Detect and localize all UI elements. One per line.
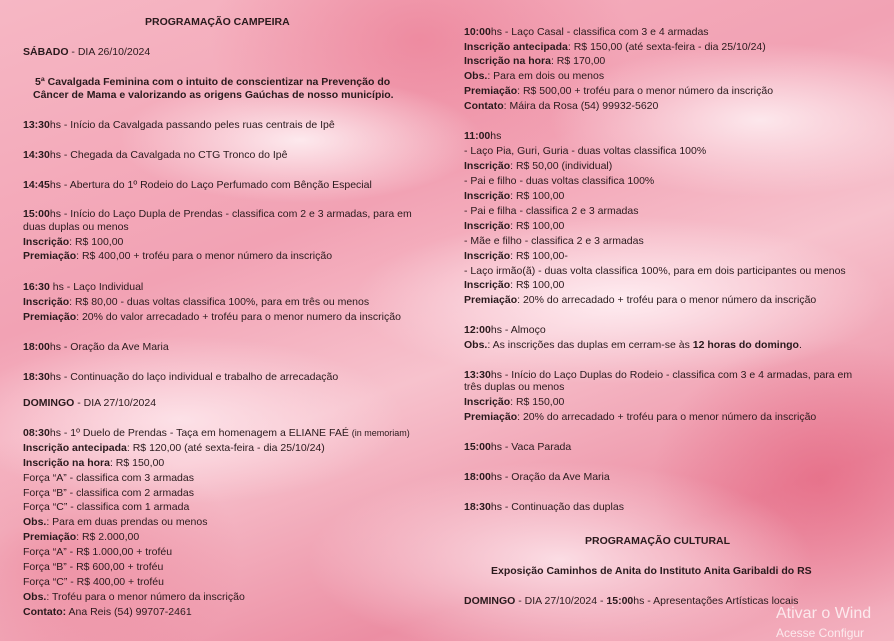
inscricao-antecipada-casal: Inscrição antecipada: R$ 150,00 (até sexta-feira - dia 25/10/24): [464, 41, 766, 53]
event-1800-ave-maria: 18:00hs - Oração da Ave Maria: [464, 471, 610, 483]
mae-filho: - Mãe e filho - classifica 2 e 3 armadas: [464, 235, 644, 247]
forca-a: Força “A” - classifica com 3 armadas: [23, 472, 194, 484]
pai-filho: - Pai e filho - duas voltas classifica 100%: [464, 175, 655, 187]
event-1445: 14:45hs - Abertura do 1º Rodeio do Laço Perfumado com Bênção Especial: [23, 179, 372, 191]
event-1830: 18:30hs - Continuação do laço individual e trabalho de arrecadação: [23, 371, 339, 383]
exposicao-anita: Exposição Caminhos de Anita do Instituto Anita Garibaldi do RS: [491, 565, 812, 577]
cavalgada-line-2: Câncer de Mama e valorizando as origens Gaúchas de nosso município.: [33, 89, 394, 101]
cavalgada-line-1: 5ª Cavalgada Feminina com o intuito de conscientizar na Prevenção do: [35, 76, 391, 88]
event-1000: 10:00hs - Laço Casal - classifica com 3 e 4 armadas: [464, 26, 709, 38]
event-1500-vaca: 15:00hs - Vaca Parada: [464, 441, 572, 453]
inscricao-antecipada-prendas: Inscrição antecipada: R$ 120,00 (até sexta-feira - dia 25/10/24): [23, 442, 325, 454]
event-0830: 08:30hs - 1º Duelo de Prendas - Taça em homenagem a ELIANE FAÉ (in memoriam): [23, 427, 410, 439]
obs-trofeu: Obs.: Troféu para o menor número da inscrição: [23, 591, 245, 603]
laco-pia: - Laço Pia, Guri, Guria - duas voltas classifica 100%: [464, 145, 707, 157]
forca-c: Força “C” - classifica com 1 armada: [23, 501, 190, 513]
forca-b-premio: Força “B” - R$ 600,00 + troféu: [23, 561, 164, 573]
inscricao-duplas-rodeio: Inscrição: R$ 150,00: [464, 396, 565, 408]
premiacao-dupla: Premiação: R$ 400,00 + troféu para o menor número da inscrição: [23, 250, 333, 262]
event-1800: 18:00hs - Oração da Ave Maria: [23, 341, 169, 353]
event-1100: 11:00hs: [464, 130, 502, 142]
pai-filha: - Pai e filha - classifica 2 e 3 armadas: [464, 205, 639, 217]
event-1430: 14:30hs - Chegada da Cavalgada no CTG Tronco do Ipê: [23, 149, 288, 161]
obs-prendas: Obs.: Para em duas prendas ou menos: [23, 516, 208, 528]
event-1630: 16:30 hs - Laço Individual: [23, 281, 144, 293]
forca-b: Força “B” - classifica com 2 armadas: [23, 487, 194, 499]
inscricao-individual: Inscrição: R$ 80,00 - duas voltas classifica 100%, para em três ou menos: [23, 296, 370, 308]
section-title-cultural: PROGRAMAÇÃO CULTURAL: [585, 535, 731, 547]
obs-inscricoes-duplas: Obs.: As inscrições das duplas em cerram-se às 12 horas do domingo.: [464, 339, 802, 351]
inscricao-pai-filha: Inscrição: R$ 100,00: [464, 220, 565, 232]
section-title-campeira: PROGRAMAÇÃO CAMPEIRA: [145, 16, 290, 28]
premiacao-1100: Premiação: 20% do arrecadado + troféu para o menor número da inscrição: [464, 294, 817, 306]
event-1200: 12:00hs - Almoço: [464, 324, 546, 336]
event-1830-duplas: 18:30hs - Continuação das duplas: [464, 501, 624, 513]
laco-irmao: - Laço irmão(ã) - duas volta classifica 100%, para em dois participantes ou menos: [464, 265, 846, 277]
inscricao-pia: Inscrição: R$ 50,00 (individual): [464, 160, 613, 172]
inscricao-hora-prendas: Inscrição na hora: R$ 150,00: [23, 457, 165, 469]
premiacao-duplas-rodeio: Premiação: 20% do arrecadado + troféu para o menor número da inscrição: [464, 411, 817, 423]
activation-watermark-line-1: Ativar o Wind: [776, 605, 872, 622]
inscricao-dupla: Inscrição: R$ 100,00: [23, 236, 124, 248]
premiacao-prendas: Premiação: R$ 2.000,00: [23, 531, 140, 543]
event-1330-duplas: 13:30hs - Início do Laço Duplas do Rodeio - classifica com 3 e 4 armadas, para em: [464, 369, 853, 381]
forca-a-premio: Força “A” - R$ 1.000,00 + troféu: [23, 546, 173, 558]
event-1330: 13:30hs - Início da Cavalgada passando peles ruas centrais de Ipê: [23, 119, 335, 131]
activation-watermark-line-2: Acesse Configur: [776, 626, 865, 640]
premiacao-casal: Premiação: R$ 500,00 + troféu para o menor número da inscrição: [464, 85, 774, 97]
event-1330-cont: três duplas ou menos: [464, 381, 565, 393]
forca-c-premio: Força “C” - R$ 400,00 + troféu: [23, 576, 164, 588]
obs-casal: Obs.: Para em dois ou menos: [464, 70, 605, 82]
inscricao-hora-casal: Inscrição na hora: R$ 170,00: [464, 55, 606, 67]
premiacao-individual: Premiação: 20% do valor arrecadado + troféu para o menor numero da inscrição: [23, 311, 401, 323]
contato-maira: Contato: Máira da Rosa (54) 99932-5620: [464, 100, 659, 112]
inscricao-mae-filho: Inscrição: R$ 100,00-: [464, 250, 568, 262]
event-1500: 15:00hs - Início do Laço Dupla de Prendas - classifica com 2 e 3 armadas, para em: [23, 208, 412, 220]
domingo-cultural: DOMINGO - DIA 27/10/2024 - 15:00hs - Apresentações Artísticas locais: [464, 595, 799, 607]
contato-ana: Contato: Ana Reis (54) 99707-2461: [23, 606, 192, 618]
domingo-heading: DOMINGO - DIA 27/10/2024: [23, 397, 157, 409]
inscricao-pai-filho: Inscrição: R$ 100,00: [464, 190, 565, 202]
event-1500-cont: duas duplas ou menos: [23, 221, 129, 233]
inscricao-irmao: Inscrição: R$ 100,00: [464, 279, 565, 291]
sabado-heading: SÁBADO - DIA 26/10/2024: [23, 46, 151, 58]
